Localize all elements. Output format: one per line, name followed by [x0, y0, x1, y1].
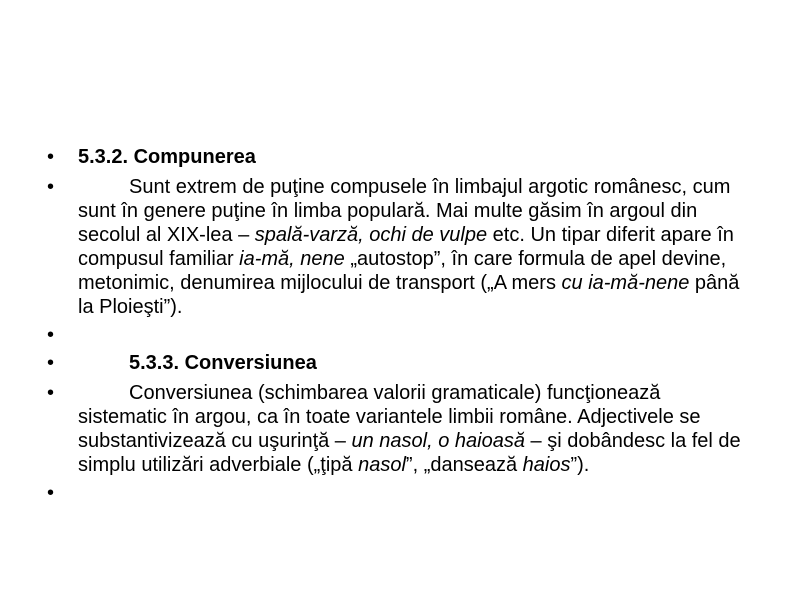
list-item-heading-conversiunea [47, 351, 747, 375]
body-text: ”). [570, 454, 590, 476]
list-item-heading-compunerea [47, 145, 747, 169]
body-text: – şi dobândesc la fel de simplu utilizări adverbiale („ţipă [78, 430, 741, 476]
slide-text-body [47, 145, 747, 504]
body-text-italic: nasol [358, 454, 406, 476]
list-item-empty [47, 324, 747, 346]
body-text: Sunt extrem de puţine compusele în limbajul argotic românesc, cum sunt în genere puţine în limba populară. Mai multe găsim în argoul din secolul al XIX-lea – [78, 176, 731, 246]
body-text: ”, „dansează [405, 454, 523, 476]
body-text-italic: spală-varză, ochi de vulpe [254, 224, 488, 246]
list-item-body-compunerea [47, 175, 747, 319]
body-text: etc. Un tipar diferit apare în compusul familiar [78, 224, 734, 270]
section-heading: 5.3.3. Conversiunea [129, 352, 317, 374]
body-text-italic: un nasol, o haioasă [351, 430, 525, 452]
bullet-icon: • [47, 324, 55, 346]
list-item-empty [47, 482, 747, 504]
body-text: „autostop”, în care formula de apel devine, metonimic, denumirea mijlocului de transport („A mers [78, 248, 727, 294]
section-heading: 5.3.2. Compunerea [78, 146, 256, 168]
body-text: Conversiunea (schimbarea valorii gramaticale) funcţionează sistematic în argou, ca în toate variantele limbii române. Adjectivele se substantivizează cu uşurinţă – [78, 382, 701, 452]
bullet-icon: • [47, 176, 55, 198]
body-text-italic: ia-mă, nene [239, 248, 345, 270]
body-text-italic: cu ia-mă-nene [561, 272, 690, 294]
body-text-italic: haios [522, 454, 571, 476]
bullet-icon: • [47, 482, 55, 504]
body-text: până la Ploieşti”). [78, 272, 740, 318]
bullet-icon: • [47, 146, 55, 168]
bullet-icon: • [47, 382, 55, 404]
bullet-icon: • [47, 352, 55, 374]
list-item-body-conversiunea [47, 381, 747, 477]
